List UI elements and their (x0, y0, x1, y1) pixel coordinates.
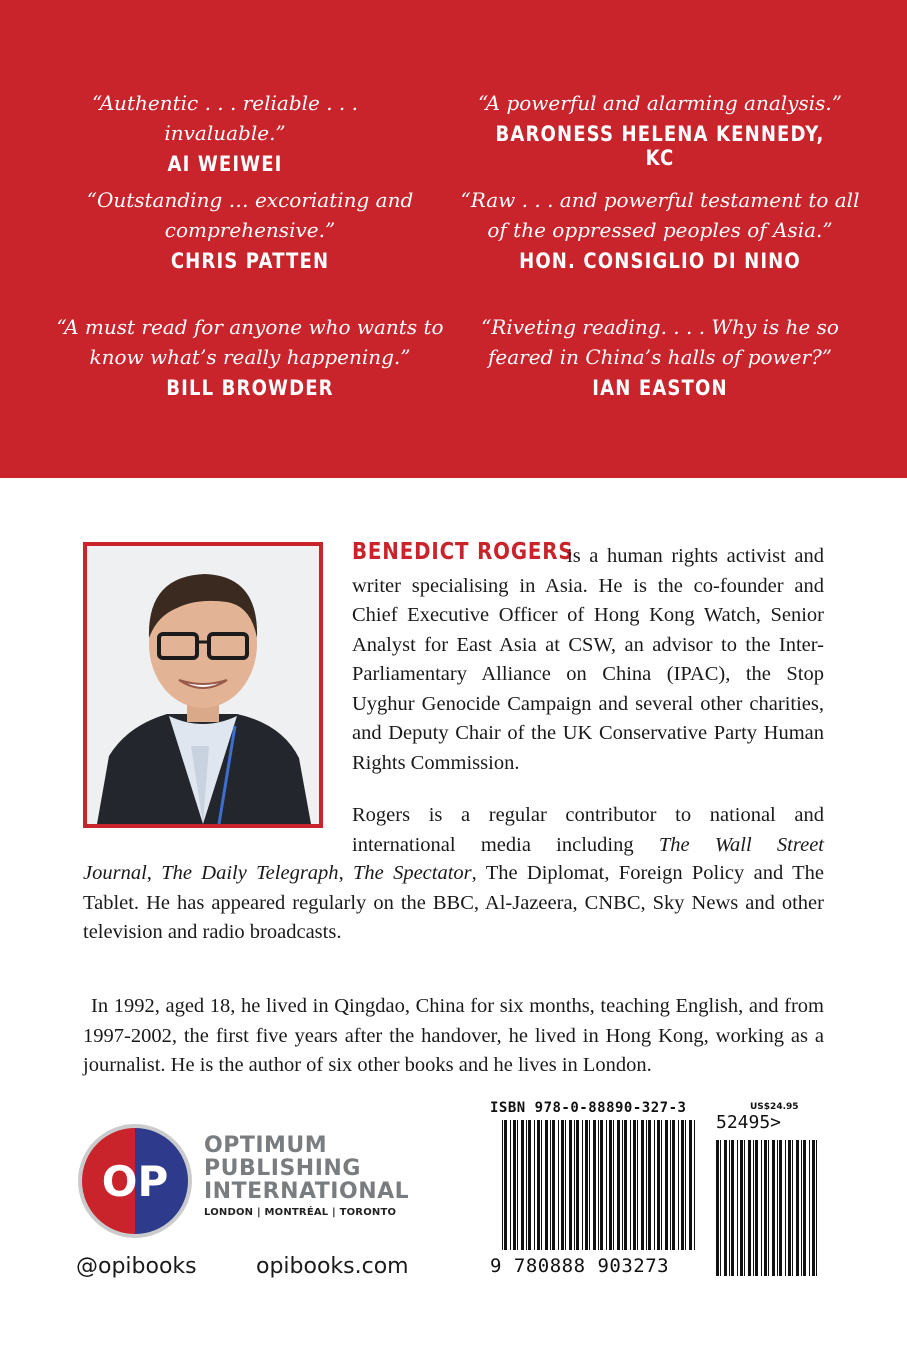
bio-paragraph-3 (83, 992, 824, 1081)
barcode-bar (792, 1140, 793, 1276)
barcode-bar (609, 1120, 612, 1250)
bio-paragraph-2-line-2 (352, 831, 824, 861)
barcode-bar (779, 1140, 782, 1276)
publisher-name-line-2: PUBLISHING (204, 1156, 361, 1181)
blurb-5 (30, 312, 470, 400)
barcode-bar (803, 1140, 806, 1276)
author-name: BENEDICT ROGERS (352, 539, 574, 565)
isbn-label: ISBN 978-0-88890-327-3 (490, 1100, 687, 1116)
barcode-bar (809, 1140, 810, 1276)
blurb-6 (455, 312, 865, 400)
barcode-bar (504, 1120, 507, 1250)
barcode-bar (661, 1120, 662, 1250)
bio-paragraph-2-line-1: Rogers is a regular contributor to national and (352, 804, 824, 826)
ean-digits: 9 780888 903273 (490, 1255, 670, 1277)
barcode-bar (617, 1120, 620, 1250)
barcode-bar (744, 1140, 745, 1276)
barcode-bar (541, 1120, 542, 1250)
publisher-cities: LONDON | MONTRÉAL | TORONTO (204, 1207, 397, 1218)
barcode-bar (528, 1120, 531, 1250)
barcode-bar (646, 1120, 647, 1250)
publisher-logo-icon (76, 1122, 194, 1240)
barcode-bar (558, 1120, 559, 1250)
barcode-bar (545, 1120, 548, 1250)
barcode-bar (665, 1120, 668, 1250)
publisher-name-line-1: OPTIMUM (204, 1133, 328, 1158)
barcode-bar (724, 1140, 727, 1276)
barcode-bar (648, 1120, 651, 1250)
barcode-bar (622, 1120, 623, 1250)
bio-paragraph-1-text: is a human rights activist and writer specialising in Asia. He is the co-founder and Chief Executive Officer of Hong Kong Watch, Senior Analyst for East Asia at CSW, an advisor to the Inter-Parliamentary Alliance on China (IPAC), the Stop Uyghur Genocide Campaign and several other charities, and Deputy Chair of the UK Conservative Party Human Rights Commission. (352, 545, 824, 774)
bio-publication-title: The Daily Telegraph (161, 862, 339, 884)
barcode-bar (585, 1120, 588, 1250)
bio-text-run: , The Diplomat, Foreign Policy and The Tablet. He has appeared regularly on the BBC, Al-Jazeera, CNBC, Sky News and other television and radio broadcasts. (83, 862, 825, 943)
blurb-author: CHRIS PATTEN (170, 249, 330, 273)
blurb-3 (30, 185, 470, 273)
barcode-bar (521, 1120, 524, 1250)
social-handle[interactable]: @opibooks (76, 1254, 197, 1279)
bio-publication-title: Journal (83, 862, 147, 884)
barcode-bar (550, 1120, 551, 1250)
barcode-bar (654, 1120, 655, 1250)
barcode-bar (589, 1120, 590, 1250)
blurb-quote: “Raw . . . and powerful testament to all of the oppressed peoples of Asia.” (460, 188, 860, 242)
publisher-name-line-3: INTERNATIONAL (204, 1179, 410, 1204)
barcode-bar (657, 1120, 660, 1250)
barcode-bar (748, 1140, 751, 1276)
price-label: US$24.95 (750, 1102, 799, 1112)
author-photo (83, 542, 323, 828)
barcode-bar (729, 1140, 730, 1276)
barcode-bar (633, 1120, 636, 1250)
blurb-1 (30, 88, 420, 176)
barcode-bar (606, 1120, 607, 1250)
barcode-bar (755, 1140, 758, 1276)
barcode-bar (641, 1120, 644, 1250)
blurb-quote: “Riveting reading. . . . Why is he so feared in China’s halls of power?” (481, 315, 839, 369)
bio-paragraph-3-text: In 1992, aged 18, he lived in Qingdao, China for six months, teaching English, and from 1997-2002, the first five years after the handover, he lived in Hong Kong, working as a journalist. He is the author of six other books and he lives in London. (83, 995, 824, 1076)
blurb-author: IAN EASTON (592, 376, 728, 400)
barcode-bar (720, 1140, 721, 1276)
barcode-bar (637, 1120, 638, 1250)
barcode-bar (624, 1120, 627, 1250)
barcode-bar (694, 1120, 695, 1250)
blurb-2 (455, 88, 865, 170)
barcode-bar (731, 1140, 734, 1276)
barcode-bar (574, 1120, 575, 1250)
barcode-bar (672, 1120, 675, 1250)
barcode-bar (685, 1120, 686, 1250)
barcode-bar (517, 1120, 518, 1250)
publisher-logo-letters: OP (101, 1157, 169, 1206)
barcode-bar (768, 1140, 769, 1276)
barcode-bar (510, 1120, 511, 1250)
bio-paragraph-2-top (352, 801, 824, 860)
barcode-bar (561, 1120, 564, 1250)
blurb-author: HON. CONSIGLIO DI NINO (519, 249, 801, 273)
barcode-bar (753, 1140, 754, 1276)
barcode-bar (576, 1120, 579, 1250)
barcode-bar (764, 1140, 767, 1276)
barcode-bars (488, 1100, 828, 1280)
barcode-bar (598, 1120, 599, 1250)
barcode-bar (812, 1140, 815, 1276)
blurb-quote: “Outstanding … excoriating and comprehensive.” (86, 188, 414, 242)
barcode-bar (670, 1120, 671, 1250)
barcode-bar (678, 1120, 679, 1250)
bio-publication-title: The Spectator (353, 862, 472, 884)
barcode-bar (740, 1140, 743, 1276)
barcode-bar (552, 1120, 555, 1250)
bio-text-run: , (338, 862, 354, 884)
barcode-bar (689, 1120, 692, 1250)
bio-paragraph-1 (352, 542, 824, 778)
barcode-bar (816, 1140, 817, 1276)
blurb-quote: “A must read for anyone who wants to know what’s really happening.” (56, 315, 444, 369)
bio-text-run: , (146, 862, 162, 884)
barcode-bar (801, 1140, 802, 1276)
barcode-bar (537, 1120, 540, 1250)
blurb-author: AI WEIWEI (167, 152, 283, 176)
barcode-bar (593, 1120, 596, 1250)
barcode-bar (502, 1120, 503, 1250)
barcode-bar (772, 1140, 775, 1276)
blurb-quote: “A powerful and alarming analysis.” (478, 91, 842, 115)
barcode-bar (737, 1140, 738, 1276)
blurb-author: BARONESS HELENA KENNEDY, KC (495, 122, 825, 170)
barcode-bar (785, 1140, 786, 1276)
blurb-quote: “Authentic . . . reliable . . . invaluable.” (91, 91, 359, 145)
barcode-bar (613, 1120, 614, 1250)
barcode-bar (630, 1120, 631, 1250)
barcode-bar (534, 1120, 535, 1250)
barcode-bar (526, 1120, 527, 1250)
addon-digits: 52495> (716, 1112, 782, 1133)
barcode-bar (513, 1120, 516, 1250)
blurb-author: BILL BROWDER (166, 376, 334, 400)
barcode-bar (681, 1120, 684, 1250)
bio-publication-title: The Wall Street (658, 833, 824, 856)
bio-paragraph-2 (83, 859, 824, 948)
author-portrait-illustration (87, 546, 319, 824)
barcode-bar (788, 1140, 791, 1276)
bio-text-run: international media including (352, 833, 659, 856)
barcode-bar (569, 1120, 572, 1250)
barcode-bar (761, 1140, 762, 1276)
barcode-bar (565, 1120, 566, 1250)
barcode-bar (600, 1120, 603, 1250)
website-link[interactable]: opibooks.com (256, 1254, 409, 1279)
barcode-bar (796, 1140, 799, 1276)
barcode-bar (582, 1120, 583, 1250)
barcode-bar (777, 1140, 778, 1276)
publisher-wordmark (204, 1134, 409, 1218)
barcode-bar (716, 1140, 719, 1276)
blurb-4 (455, 185, 865, 273)
barcode (488, 1100, 828, 1280)
